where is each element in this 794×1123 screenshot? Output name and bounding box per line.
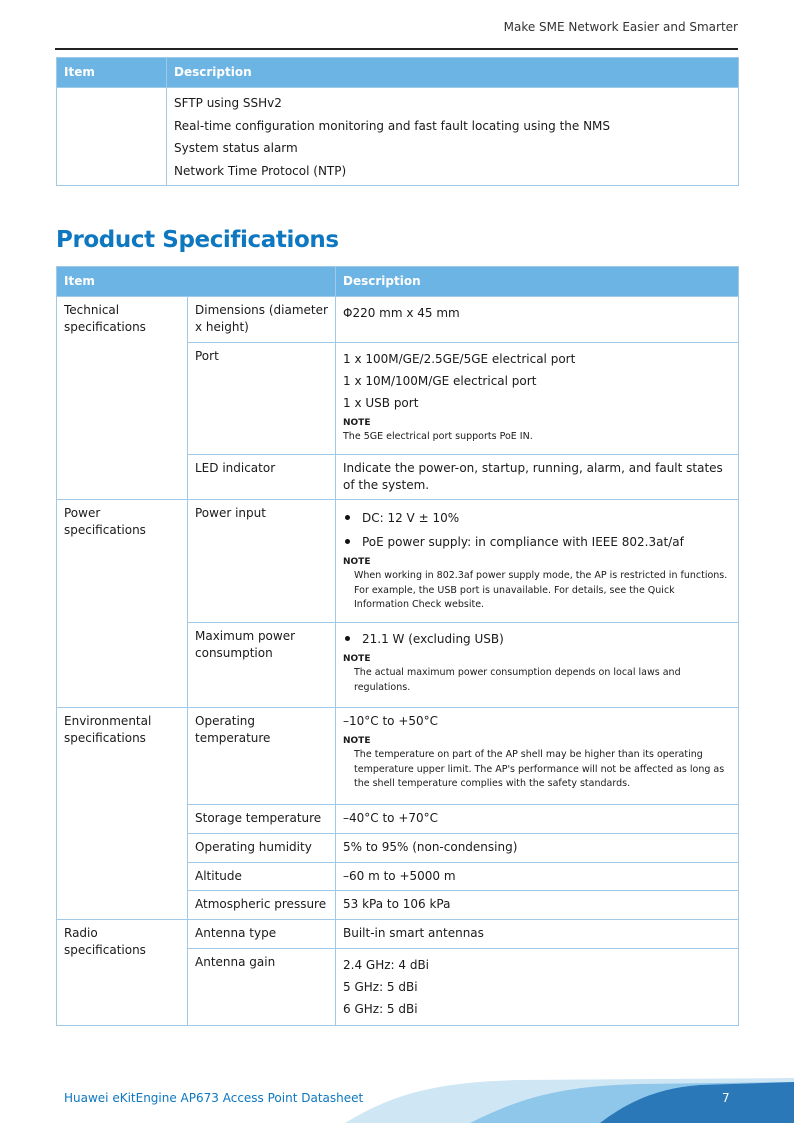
bullet-item: DC: 12 V ± 10% [343,507,731,529]
category-cell: Radio specifications [57,920,188,1026]
note-label: NOTE [343,418,371,428]
description-line: SFTP using SSHv2 [174,96,282,110]
column-header-description: Description [336,267,739,297]
value-cell: –40°C to +70°C [336,805,739,834]
table-row [57,297,739,343]
table-row [57,500,739,623]
value-cell [336,343,739,455]
bullet-item: 21.1 W (excluding USB) [343,628,731,650]
category-cell: Technical specifications [57,297,188,500]
features-table [56,57,739,186]
parameter-cell: Antenna type [188,920,336,949]
parameter-cell: Operating temperature [188,708,336,805]
note-text: The actual maximum power consumption depends on local laws and regulations. [354,667,681,693]
column-header-description: Description [167,58,739,88]
value-cell [336,297,739,343]
description-line: System status alarm [174,141,298,155]
value-cell: 5% to 95% (non-condensing) [336,834,739,863]
table-row [57,708,739,805]
table-header-row [57,58,739,88]
parameter-cell: Storage temperature [188,805,336,834]
value-line: 1 x USB port [343,396,419,410]
parameter-cell: LED indicator [188,455,336,500]
value-cell [336,623,739,708]
value-cell [336,708,739,805]
parameter-cell: Operating humidity [188,834,336,863]
parameter-cell: Dimensions (diameter x height) [188,297,336,343]
category-cell: Environmental specifications [57,708,188,920]
parameter-cell: Maximum power consumption [188,623,336,708]
description-cell [167,88,739,186]
description-line: Network Time Protocol (NTP) [174,163,347,178]
parameter-cell: Power input [188,500,336,623]
parameter-cell: Atmospheric pressure [188,891,336,920]
value-cell: Built-in smart antennas [336,920,739,949]
note-label: NOTE [343,736,371,746]
note-label: NOTE [343,654,371,664]
note-text: The 5GE electrical port supports PoE IN. [343,431,533,442]
parameter-cell: Antenna gain [188,949,336,1026]
column-header-item: Item [57,267,336,297]
value-line: 2.4 GHz: 4 dBi [343,958,430,972]
value-line: 1 x 10M/100M/GE electrical port [343,374,537,388]
note-label: NOTE [343,557,371,567]
column-header-item: Item [57,58,167,88]
value-line: 6 GHz: 5 dBi [343,1002,418,1016]
value-line: 1 x 100M/GE/2.5GE/5GE electrical port [343,352,576,366]
item-cell [57,88,167,186]
note-text: The temperature on part of the AP shell may be higher than its operating temperature upper limit. The AP's performance will not be affected as long as the shell temperature complies with the safety standards. [354,749,725,789]
value-cell: Indicate the power-on, startup, running, alarm, and fault states of the system. [336,455,739,500]
value-cell [336,500,739,623]
page-number: 7 [722,1091,730,1105]
value-cell: –60 m to +5000 m [336,863,739,891]
value-line: 5 GHz: 5 dBi [343,980,418,994]
page-header-text: Make SME Network Easier and Smarter [503,20,738,34]
description-line: Real-time configuration monitoring and fast fault locating using the NMS [174,118,611,133]
value-text: Φ220 mm x 45 mm [343,306,460,320]
bullet-item: PoE power supply: in compliance with IEEE 802.3at/af [343,531,731,553]
section-title: Product Specifications [56,227,339,253]
header-divider [55,48,738,50]
table-row [57,88,739,186]
note-text: When working in 802.3af power supply mode, the AP is restricted in functions. For example, the USB port is unavailable. For details, see the Quick Information Check website. [354,570,728,610]
value-text: –10°C to +50°C [343,714,439,728]
parameter-cell: Port [188,343,336,455]
value-cell [336,949,739,1026]
specifications-table [56,266,739,1026]
category-cell: Power specifications [57,500,188,708]
parameter-cell: Altitude [188,863,336,891]
value-cell: 53 kPa to 106 kPa [336,891,739,920]
footer-document-title: Huawei eKitEngine AP673 Access Point Datasheet [64,1091,364,1105]
table-row [57,920,739,949]
table-header-row [57,267,739,297]
